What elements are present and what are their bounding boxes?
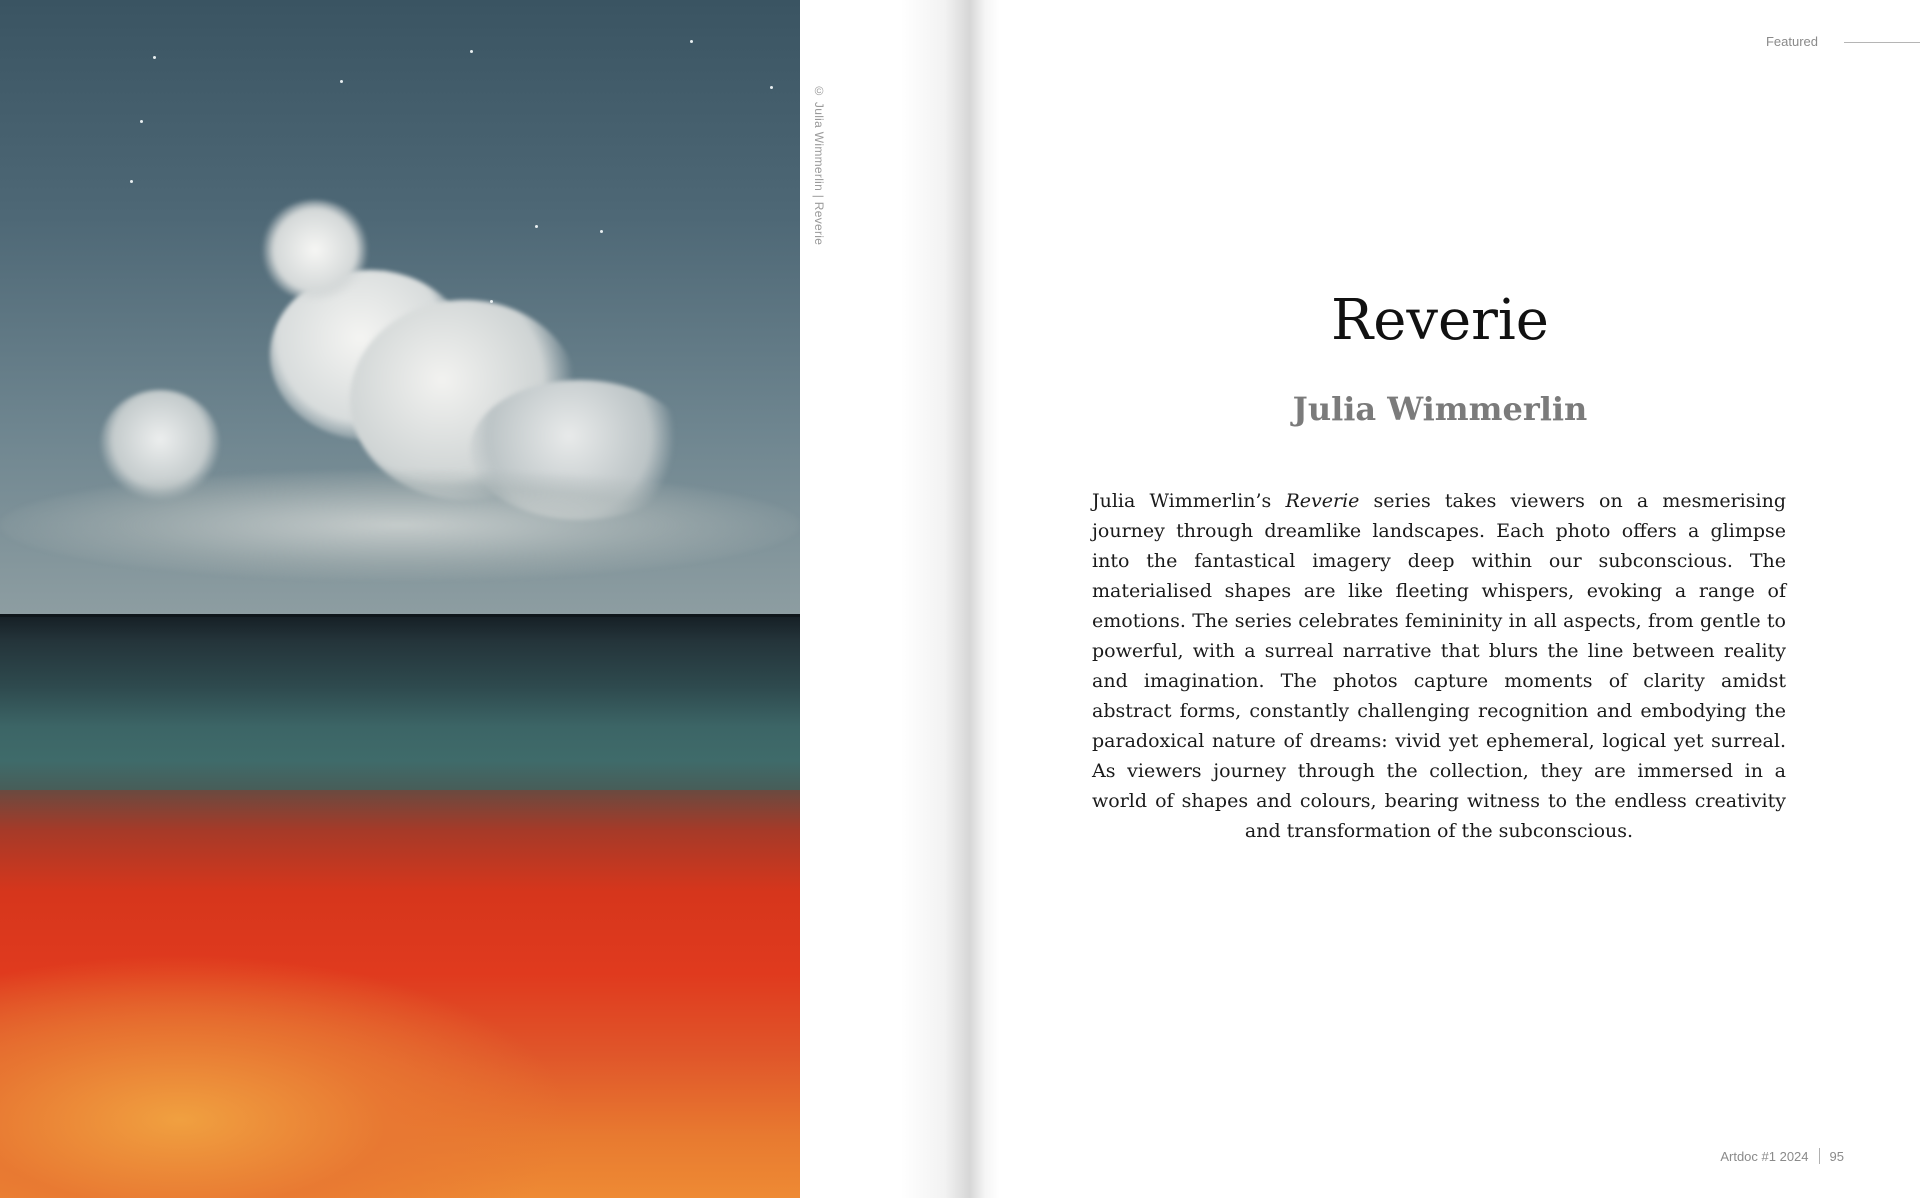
footer-separator (1819, 1148, 1820, 1164)
photo-credit: © Julia Wimmerlin | Reverie (812, 84, 826, 246)
photo-sand (0, 790, 800, 1198)
page-number: 95 (1829, 1148, 1844, 1164)
body-text-rest: series takes viewers on a mesmerising journey through dreamlike landscapes. Each photo offers a glimpse into the fantastical imagery deep within our subconscious. The materialised shapes are like fleeting whispers, evoking a range of emotions. The series celebrates femininity in all aspects, from gentle to powerful, with a surreal narrative that blurs the line between reality and imagination. The photos capture moments of clarity amidst abstract forms, constantly challenging recognition and embodying the paradoxical nature of dreams: vivid yet ephemeral, logical yet surreal. As viewers journey through the collection, they are immersed in a world of shapes and colours, bearing witness to the endless creativity and transformation of the subconscious. (1092, 490, 1786, 842)
header-rule (1844, 42, 1920, 43)
star (600, 230, 603, 233)
star (535, 225, 538, 228)
cloud (0, 470, 800, 580)
article-title: Reverie (1331, 288, 1549, 353)
page-gutter-shadow (900, 0, 1000, 1198)
star (690, 40, 693, 43)
star (340, 80, 343, 83)
page-footer (1720, 1148, 1844, 1164)
star (140, 120, 143, 123)
star (490, 300, 493, 303)
star (153, 56, 156, 59)
article-body (1092, 486, 1786, 846)
star (470, 50, 473, 53)
section-label: Featured (1765, 34, 1818, 49)
star (130, 180, 133, 183)
photo-sea (0, 617, 800, 817)
body-text-prefix: Julia Wimmerlin’s (1092, 490, 1286, 512)
cover-photo (0, 0, 800, 1198)
cloud (260, 200, 370, 300)
article-author: Julia Wimmerlin (1292, 390, 1588, 428)
body-text-series-name: Reverie (1285, 490, 1360, 512)
issue-label: Artdoc #1 2024 (1720, 1148, 1809, 1164)
star (770, 86, 773, 89)
